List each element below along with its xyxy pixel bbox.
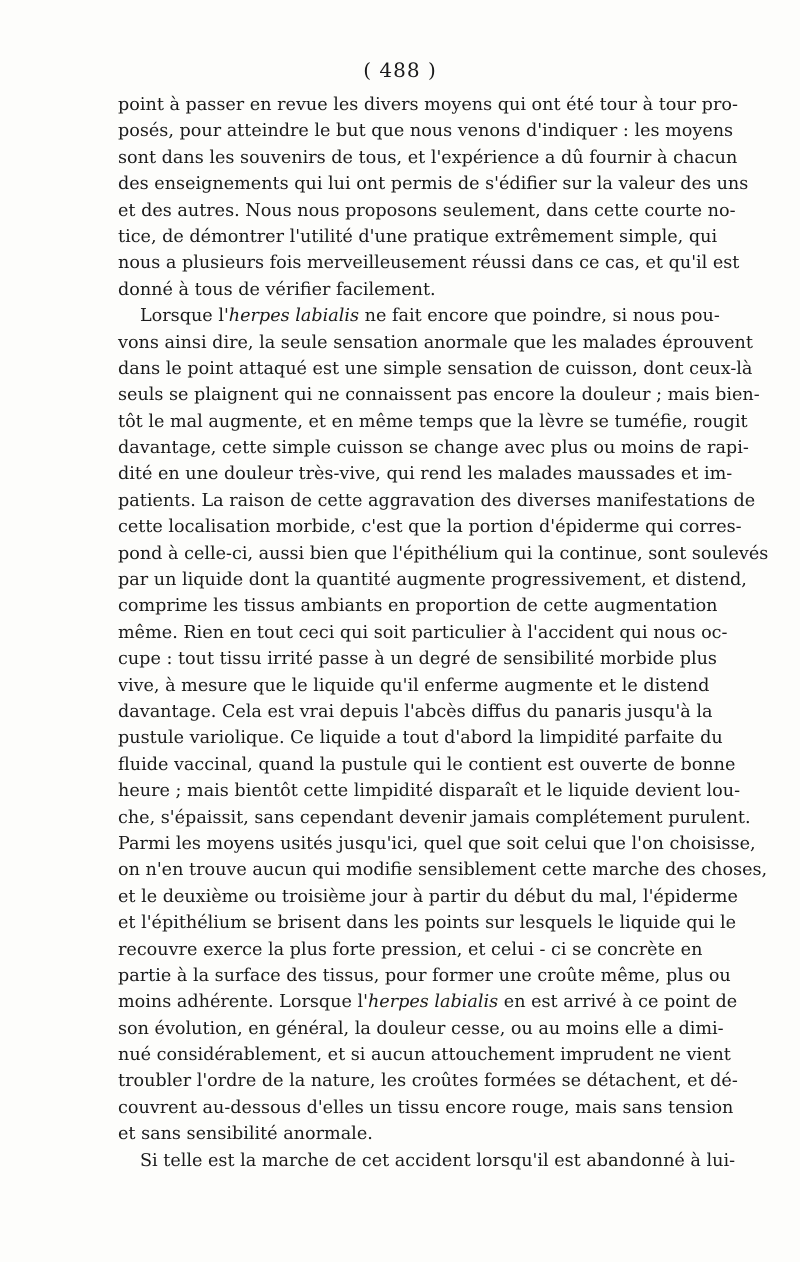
text-line: on n'en trouve aucun qui modifie sensiblement cette marche des choses, (118, 860, 768, 881)
text-line: vons ainsi dire, la seule sensation anormale que les malades éprouvent (118, 332, 753, 353)
text-line: davantage. Cela est vrai depuis l'abcès diffus du panaris jusqu'à la (118, 701, 713, 722)
text-line: par un liquide dont la quantité augmente progressivement, et distend, (118, 570, 747, 591)
text-line: point à passer en revue les divers moyens qui ont été tour à tour pro- (118, 95, 738, 115)
text-line: Si telle est la marche de cet accident lorsqu'il est abandonné à lui- (140, 1150, 736, 1171)
text-line: dans le point attaqué est une simple sensation de cuisson, dont ceux-là (118, 358, 753, 379)
text-line: patients. La raison de cette aggravation des diverses manifestations de (118, 490, 756, 511)
text-line: recouvre exerce la plus forte pression, et celui - ci se concrète en (118, 939, 703, 960)
text-line: cette localisation morbide, c'est que la portion d'épiderme qui corres- (118, 517, 742, 538)
italic-term: herpes labialis (228, 306, 360, 327)
text-line: Parmi les moyens usités jusqu'ici, quel que soit celui que l'on choisisse, (118, 833, 756, 854)
text-line: posés, pour atteindre le but que nous venons d'indiquer : les moyens (118, 121, 734, 142)
text-line: tôt le mal augmente, et en même temps que la lèvre se tuméfie, rougit (118, 411, 748, 432)
text-line: vive, à mesure que le liquide qu'il enferme augmente et le distend (118, 675, 710, 696)
text-line: des enseignements qui lui ont permis de s'édifier sur la valeur des uns (118, 174, 749, 195)
text-line: nous a plusieurs fois merveilleusement réussi dans ce cas, et qu'il est (118, 253, 740, 274)
text-line: dité en une douleur très-vive, qui rend les malades maussades et im- (118, 464, 733, 485)
body-text (118, 92, 769, 1174)
text-line: seuls se plaignent qui ne connaissent pas encore la douleur ; mais bien- (118, 385, 760, 406)
text-line: heure ; mais bientôt cette limpidité disparaît et le liquide devient lou- (118, 781, 741, 802)
text-line: fluide vaccinal, quand la pustule qui le contient est ouverte de bonne (118, 754, 736, 775)
text-line: davantage, cette simple cuisson se change avec plus ou moins de rapi- (118, 438, 749, 459)
text-line: partie à la surface des tissus, pour former une croûte même, plus ou (118, 965, 731, 986)
text-line: comprime les tissus ambiants en proportion de cette augmentation (118, 596, 718, 617)
text-line: sont dans les souvenirs de tous, et l'expérience a dû fournir à chacun (118, 147, 738, 168)
text-line: et sans sensibilité anormale. (118, 1124, 373, 1145)
text-line: che, s'épaissit, sans cependant devenir jamais complétement purulent. (118, 807, 751, 828)
text-line: son évolution, en général, la douleur cesse, ou au moins elle a dimi- (118, 1018, 724, 1039)
text-line: donné à tous de vérifier facilement. (118, 279, 436, 300)
text-line: et le deuxième ou troisième jour à partir du début du mal, l'épiderme (118, 886, 738, 907)
text-line: nué considérablement, et si aucun attouchement imprudent ne vient (118, 1045, 731, 1066)
text-line: pustule variolique. Ce liquide a tout d'abord la limpidité parfaite du (118, 728, 723, 749)
text-line: couvrent au-dessous d'elles un tissu encore rouge, mais sans tension (118, 1097, 734, 1118)
text-line: Lorsque l'herpes labialis ne fait encore que poindre, si nous pou- (140, 306, 720, 327)
text-line: pond à celle-ci, aussi bien que l'épithélium qui la continue, sont soulevés (118, 543, 769, 564)
text-line: et l'épithélium se brisent dans les points sur lesquels le liquide qui le (118, 913, 737, 934)
text-line: même. Rien en tout ceci qui soit particulier à l'accident qui nous oc- (118, 622, 728, 643)
text-line: et des autres. Nous nous proposons seulement, dans cette courte no- (118, 200, 736, 221)
text-line: moins adhérente. Lorsque l'herpes labialis en est arrivé à ce point de (118, 992, 738, 1013)
text-line: troubler l'ordre de la nature, les croûtes formées se détachent, et dé- (118, 1071, 738, 1092)
page-number: ( 488 ) (363, 58, 437, 82)
italic-term: herpes labialis (367, 992, 499, 1013)
text-line: tice, de démontrer l'utilité d'une pratique extrêmement simple, qui (118, 226, 718, 247)
text-line: cupe : tout tissu irrité passe à un degré de sensibilité morbide plus (118, 649, 717, 670)
